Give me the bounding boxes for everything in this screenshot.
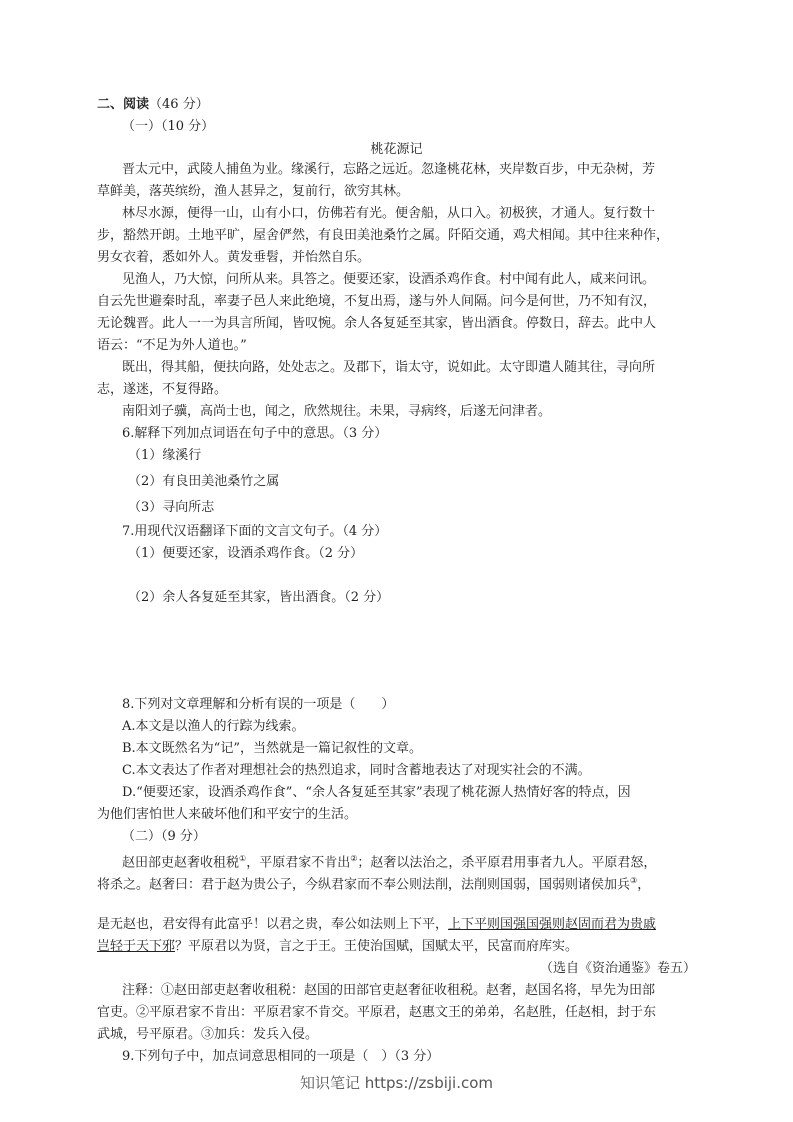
q7-item-1: （1）便要还家，设酒杀鸡作食。（2 分） bbox=[128, 546, 364, 561]
notes-line: 武城，号平原君。③加兵：发兵入侵。 bbox=[97, 1027, 319, 1042]
q8-option-a: A.本文是以渔人的行踪为线索。 bbox=[122, 719, 305, 734]
passage2-line: 是无赵也，君安得有此富乎！以君之贵，奉公如法则上下平，上下平则国强国强则赵固而君为贵戚 bbox=[97, 917, 657, 932]
notes-line: 官吏。②平原君家不肯出：平原君家不肯交。平原君，赵惠文王的弟弟，名赵胜，任赵相，封于东 bbox=[97, 1005, 657, 1020]
underlined-sentence: 上下平则国强国强则赵固而君为贵戚 bbox=[448, 917, 657, 932]
section-score: （46 分） bbox=[149, 97, 209, 112]
question-9: 9.下列句子中，加点词意思相同的一项是（ ）（3 分） bbox=[122, 1049, 440, 1064]
question-7: 7.用现代汉语翻译下面的文言文句子。（4 分） bbox=[122, 524, 388, 539]
footer-watermark: 知识笔记 https://zsbiji.com bbox=[299, 1074, 494, 1092]
passage-line: 自云先世避秦时乱，率妻子邑人来此绝境，不复出焉，遂与外人间隔。问今是何世，乃不知有汉， bbox=[97, 294, 657, 309]
passage-line: 志，遂迷，不复得路。 bbox=[97, 382, 228, 397]
passage2-line: 赵田部吏赵奢收租税①，平原君家不肯出②；赵奢以法治之，杀平原君用事者九人。平原君怒， bbox=[122, 854, 657, 871]
passage-line: 林尽水源，便得一山，山有小口，仿佛若有光。便舍船，从口入。初极狭，才通人。复行数十 bbox=[122, 206, 656, 221]
question-8: 8.下列对文章理解和分析有误的一项是（ ） bbox=[122, 697, 395, 712]
passage-line: 见渔人，乃大惊，问所从来。具答之。便要还家，设酒杀鸡作食。村中闻有此人，咸来问讯。 bbox=[122, 272, 656, 287]
source-note: （选自《资治通鉴》卷五） bbox=[539, 961, 696, 976]
q6-item-3: （3）寻向所志 bbox=[128, 500, 215, 515]
passage-title: 桃花源记 bbox=[370, 142, 423, 157]
passage-line: 男女衣着，悉如外人。黄发垂髫，并怡然自乐。 bbox=[97, 250, 371, 265]
q8-option-d: D.“便要还家，设酒杀鸡作食”、“余人各复延至其家”表现了桃花源人热情好客的特点，因 bbox=[122, 785, 631, 800]
passage2-line: 岂轻于天下邪？平原君以为贤，言之于王。王使治国赋，国赋太平，民富而府库实。 bbox=[97, 939, 579, 954]
part1-heading: （一）（10 分） bbox=[122, 119, 215, 134]
passage-line: 步，豁然开朗。土地平旷，屋舍俨然，有良田美池桑竹之属。阡陌交通，鸡犬相闻。其中往来种作， bbox=[97, 228, 670, 243]
q6-item-2: （2）有良田美池桑竹之属 bbox=[128, 474, 280, 489]
note-mark: ③ bbox=[630, 876, 638, 885]
section-title: 二、阅读 bbox=[97, 97, 150, 112]
passage-line: 既出，得其船，便扶向路，处处志之。及郡下，诣太守，说如此。太守即遣人随其往，寻向所 bbox=[122, 360, 656, 375]
q8-option-b: B.本文既然名为“记”，当然就是一篇记叙性的文章。 bbox=[122, 741, 422, 756]
notes-line: 注释：①赵田部吏赵奢收租税：赵国的田部官吏赵奢征收租税。赵奢，赵国名将，早先为田部 bbox=[122, 983, 656, 998]
section-heading bbox=[97, 94, 209, 116]
question-6: 6.解释下列加点词语在句子中的意思。（3 分） bbox=[122, 426, 388, 441]
q7-item-2: （2）余人各复延至其家，皆出酒食。（2 分） bbox=[128, 590, 390, 605]
passage2-line: 将杀之。赵奢曰：君于赵为贵公子，今纵君家而不奉公则法削，法削则国弱，国弱则诸侯加兵③， bbox=[97, 876, 651, 893]
passage-line: 语云：“不足为外人道也。” bbox=[97, 338, 247, 353]
part2-heading: （二）（9 分） bbox=[122, 829, 206, 844]
passage-line: 南阳刘子骥，高尚士也，闻之，欣然规往。未果，寻病终，后遂无问津者。 bbox=[122, 404, 552, 419]
passage-line: 无论魏晋。此人一一为具言所闻，皆叹惋。余人各复延至其家，皆出酒食。停数日，辞去。此中人 bbox=[97, 316, 657, 331]
passage-line: 晋太元中，武陵人捕鱼为业。缘溪行，忘路之远近。忽逢桃花林，夹岸数百步，中无杂树，芳 bbox=[122, 162, 656, 177]
underlined-sentence: 岂轻于天下邪 bbox=[97, 939, 176, 954]
q8-option-c: C.本文表达了作者对理想社会的热烈追求，同时含蓄地表达了对现实社会的不满。 bbox=[122, 763, 591, 778]
passage-line: 草鲜美，落英缤纷，渔人甚异之，复前行，欲穷其林。 bbox=[97, 184, 410, 199]
q8-option-d-cont: 为他们害怕世人来破坏他们和平安宁的生活。 bbox=[97, 807, 358, 822]
q6-item-1: （1）缘溪行 bbox=[128, 448, 202, 463]
